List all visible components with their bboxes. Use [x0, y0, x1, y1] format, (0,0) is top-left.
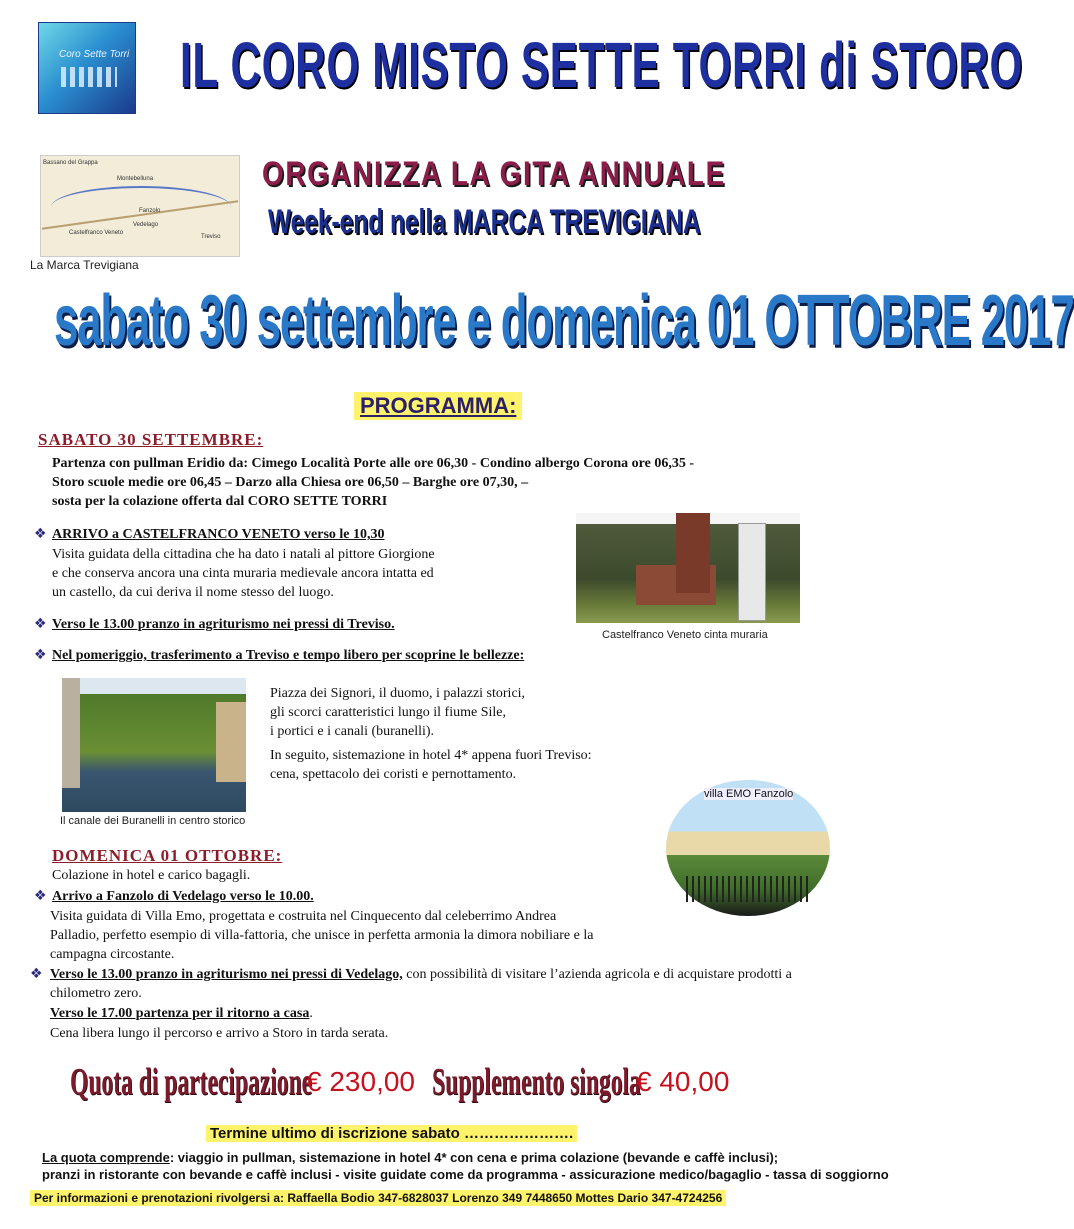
arrivo-castelfranco-text — [52, 545, 512, 602]
sabato-heading: SABATO 30 SETTEMBRE: — [38, 430, 264, 449]
text-line: e che conserva ancora una cinta muraria medievale ancora intatta ed — [52, 566, 434, 581]
pranzo-vedelago-rest: con possibilità di visitare l’azienda agricola e di acquistare prodotti a — [402, 967, 792, 982]
photo-building — [62, 678, 80, 788]
map-caption: La Marca Trevigiana — [30, 258, 139, 272]
arrivo-castelfranco-title: ARRIVO a CASTELFRANCO VENETO verso le 10,30 — [52, 527, 385, 542]
diamond-bullet-icon: ❖ — [30, 966, 43, 982]
map-label: Fanzolo — [139, 208, 161, 214]
text-line: Visita guidata della cittadina che ha dato i natali al pittore Giorgione — [52, 547, 435, 562]
supplemento-label: Supplemento singola — [432, 1061, 641, 1103]
page-title: IL CORO MISTO SETTE TORRI di STORO — [180, 29, 1024, 101]
text-line: In seguito, sistemazione in hotel 4* appena fuori Treviso: — [270, 748, 592, 763]
text-line: Piazza dei Signori, il duomo, i palazzi storici, — [270, 686, 526, 701]
map-label: Castelfranco Veneto — [69, 230, 124, 236]
diamond-bullet-icon: ❖ — [34, 526, 47, 542]
partenza-line: sosta per la colazione offerta dal CORO SETTE TORRI — [52, 494, 388, 509]
marca-trevigiana-map — [40, 155, 240, 257]
treviso-description — [270, 684, 630, 741]
ritorno-title: Verso le 17.00 partenza per il ritorno a casa — [50, 1006, 310, 1021]
supplemento-value: € 40,00 — [636, 1066, 730, 1097]
colazione-text: Colazione in hotel e carico bagagli. — [52, 868, 251, 883]
quota-label: Quota di partecipazione — [70, 1061, 313, 1103]
choir-logo — [38, 22, 136, 114]
ritorno-text: Cena libera lungo il percorso e arrivo a Storo in tarda serata. — [50, 1026, 389, 1041]
pranzo-vedelago — [50, 965, 890, 1003]
buranelli-photo — [62, 678, 246, 812]
ritorno-title-wrap — [50, 1004, 313, 1023]
map-label: Vedelago — [133, 222, 159, 228]
photo-fence — [686, 876, 810, 902]
text-line: Palladio, perfetto esempio di villa-fattoria, che unisce in perfetta armonia la dimora nobiliare e la — [50, 928, 594, 943]
diamond-bullet-icon: ❖ — [34, 888, 47, 904]
photo-building — [216, 702, 246, 782]
text-line: campagna circostante. — [50, 947, 175, 962]
text-line: chilometro zero. — [50, 986, 142, 1001]
pranzo-vedelago-title: Verso le 13.00 pranzo in agriturismo nei pressi di Vedelago, — [50, 967, 403, 982]
text-line: un castello, da cui deriva il nome stesso del luogo. — [52, 585, 334, 600]
comprende-label: La quota comprende — [42, 1150, 170, 1165]
villa-emo-photo — [666, 780, 830, 916]
organizza-heading: ORGANIZZA LA GITA ANNUALE — [262, 155, 726, 193]
contact-info: Per informazioni e prenotazioni rivolgersi a: Raffaella Bodio 347-6828037 Lorenzo 349 7448650 Mottes Dario 347-4724256 — [30, 1190, 726, 1206]
termine-iscrizione: Termine ultimo di iscrizione sabato …………………. — [206, 1125, 577, 1142]
text-line: cena, spettacolo dei coristi e pernottamento. — [270, 767, 517, 782]
quota-comprende — [42, 1149, 902, 1183]
text-line: i portici e i canali (buranelli). — [270, 724, 435, 739]
programma-label: PROGRAMMA: — [354, 392, 522, 420]
comprende-line: pranzi in ristorante con bevande e caffè inclusi - visite guidate come da programma - assicurazione medico/bagaglio - tassa di soggiorno — [42, 1167, 889, 1182]
castelfranco-photo — [576, 513, 800, 623]
villa-caption: villa EMO Fanzolo — [704, 788, 794, 800]
map-label: Bassano del Grappa — [43, 160, 98, 166]
partenza-line: Storo scuole medie ore 06,45 – Darzo alla Chiesa ore 06,50 – Barghe ore 07,30, – — [52, 475, 529, 490]
ritorno-dot: . — [309, 1006, 313, 1021]
map-label: Treviso — [201, 234, 221, 240]
arrivo-fanzolo-text — [50, 907, 670, 964]
event-date: sabato 30 settembre e domenica 01 OTTOBRE 2017 — [54, 281, 1074, 361]
map-label: Montebelluna — [117, 176, 154, 182]
pranzo-treviso: Verso le 13.00 pranzo in agriturismo nei pressi di Treviso. — [52, 617, 395, 632]
arrivo-fanzolo-title: Arrivo a Fanzolo di Vedelago verso le 10.00. — [52, 889, 314, 904]
text-line: Visita guidata di Villa Emo, progettata e costruita nel Cinquecento dal celeberrimo Andrea — [50, 909, 557, 924]
comprende-line: : viaggio in pullman, sistemazione in hotel 4* con cena e prima colazione (bevande e caffè inclusi); — [169, 1150, 779, 1165]
diamond-bullet-icon: ❖ — [34, 647, 47, 663]
buranelli-caption: Il canale dei Buranelli in centro storico — [60, 815, 246, 827]
quota-value: € 230,00 — [306, 1066, 415, 1097]
partenza-block — [52, 454, 852, 511]
text-line: gli scorci caratteristici lungo il fiume Sile, — [270, 705, 506, 720]
castelfranco-caption: Castelfranco Veneto cinta muraria — [602, 629, 768, 641]
hotel-description — [270, 746, 670, 784]
logo-graphic — [61, 67, 117, 87]
photo-tower — [676, 513, 710, 593]
diamond-bullet-icon: ❖ — [34, 616, 47, 632]
partenza-line: Partenza con pullman Eridio da: Cimego Località Porte alle ore 06,30 - Condino albergo Corona ore 06,35 - — [52, 456, 695, 471]
domenica-heading: DOMENICA 01 OTTOBRE: — [52, 846, 283, 865]
photo-statue — [738, 523, 766, 621]
weekend-heading: Week-end nella MARCA TREVIGIANA — [268, 203, 701, 241]
pomeriggio-treviso: Nel pomeriggio, trasferimento a Treviso e tempo libero per scoprine le bellezze: — [52, 648, 525, 663]
logo-text: Coro Sette Torri — [59, 49, 130, 60]
